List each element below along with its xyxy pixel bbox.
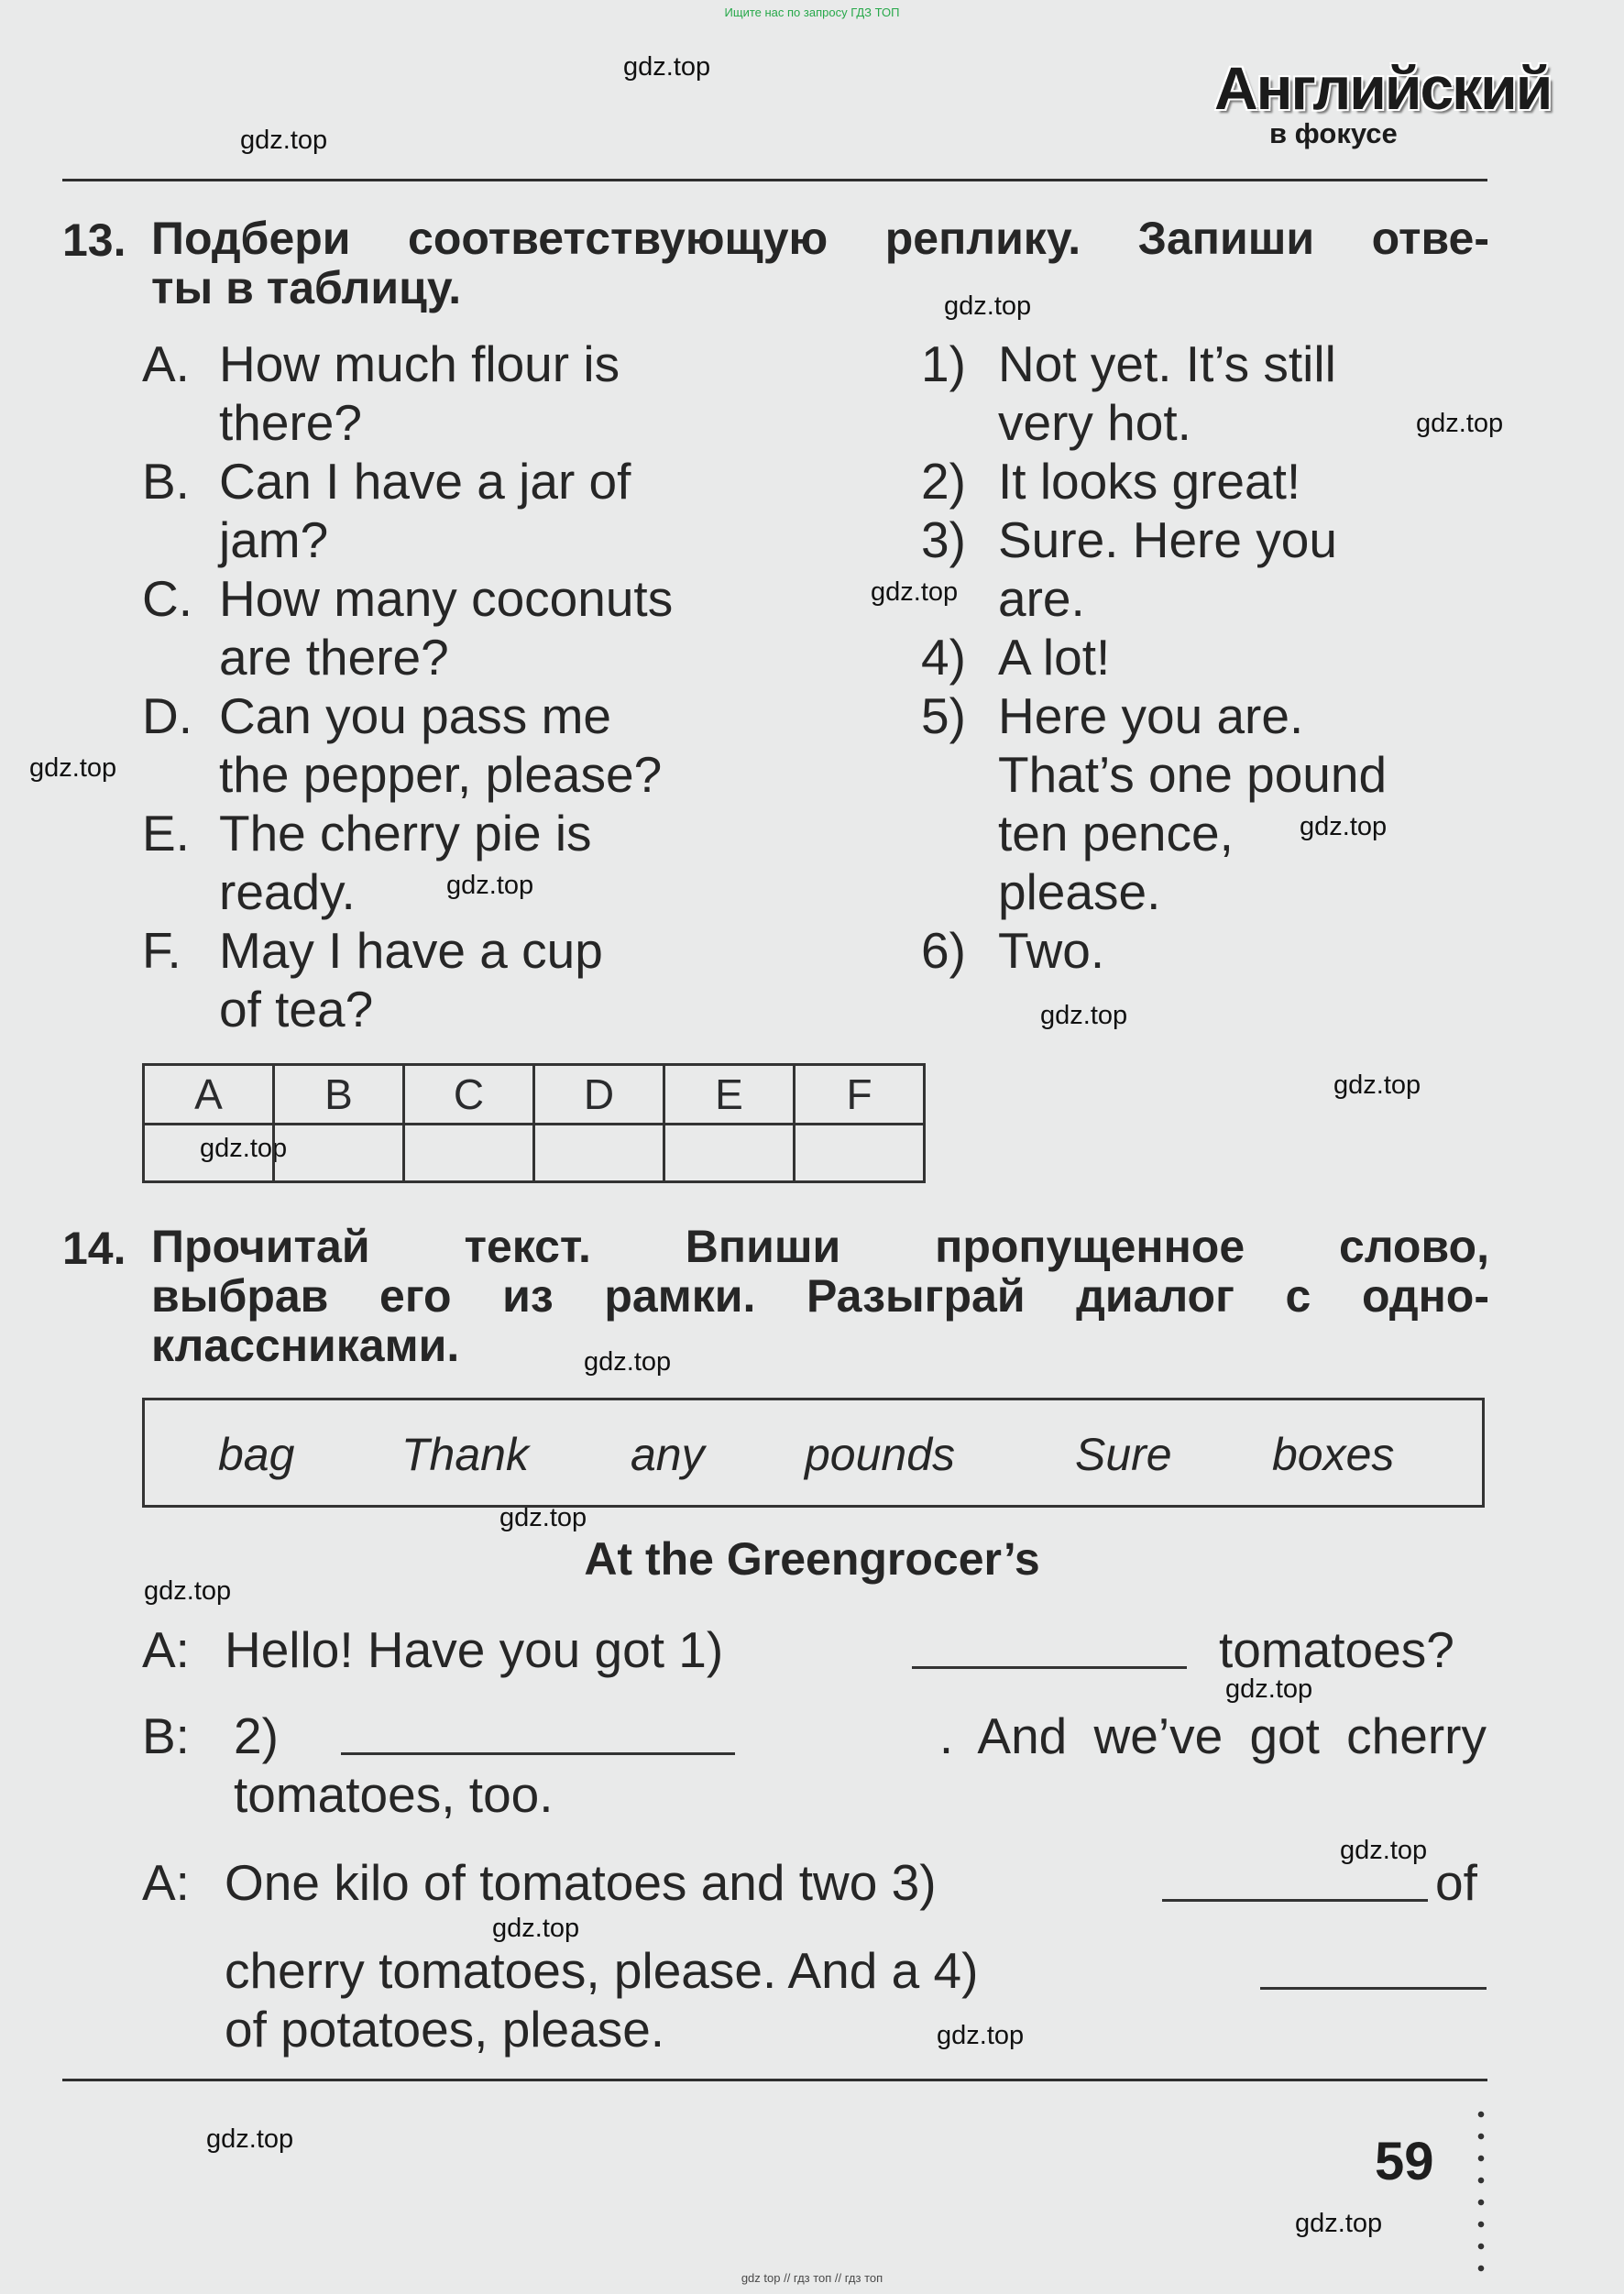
logo-subtitle: в фокусе <box>1269 117 1398 149</box>
watermark: gdz.top <box>1300 812 1388 841</box>
task13-instruction <box>151 214 1489 313</box>
table-answer-cell[interactable] <box>534 1125 664 1182</box>
bottom-search-note: gdz top // гдз топ // гдз топ <box>741 2271 883 2285</box>
question-text: The cherry pie is <box>219 805 592 862</box>
task14-instruction <box>151 1222 1489 1370</box>
question-text: May I have a cup <box>219 922 603 979</box>
answer-blank-1[interactable] <box>912 1666 1187 1669</box>
task14-number: 14. <box>62 1223 126 1274</box>
answer-table <box>142 1063 926 1183</box>
header-divider <box>62 179 1487 181</box>
question-letter: E. <box>142 805 190 862</box>
table-answer-cell[interactable] <box>795 1125 925 1182</box>
watermark: gdz.top <box>1040 1001 1128 1030</box>
watermark: gdz.top <box>144 1576 232 1606</box>
watermark: gdz.top <box>1416 409 1504 438</box>
task14-instruction-line1: Прочитай текст. Впиши пропущенное слово, <box>151 1221 1489 1272</box>
question-text: there? <box>219 394 362 451</box>
table-answer-cell[interactable] <box>404 1125 534 1182</box>
dotted-edge <box>1477 2103 1485 2282</box>
answer-text: Two. <box>998 922 1105 979</box>
answer-number: 1) <box>921 335 966 392</box>
watermark: gdz.top <box>944 291 1032 321</box>
dialogue-title: At the Greengrocer’s <box>584 1533 1040 1585</box>
question-letter: C. <box>142 570 192 627</box>
answer-text: That’s one pound <box>998 746 1388 803</box>
table-header-cell: E <box>664 1065 795 1125</box>
table-header-cell: D <box>534 1065 664 1125</box>
question-text: Can you pass me <box>219 687 611 744</box>
word-bank <box>142 1398 1485 1508</box>
table-header-cell: A <box>144 1065 274 1125</box>
task13-instruction-line2: ты в таблицу. <box>151 262 462 313</box>
table-answer-cell[interactable] <box>664 1125 795 1182</box>
answer-text: Not yet. It’s still <box>998 335 1336 392</box>
watermark: gdz.top <box>1333 1070 1421 1100</box>
answer-number: 2) <box>921 453 966 510</box>
answer-text: ten pence, <box>998 805 1234 862</box>
question-text: ready. <box>219 863 356 920</box>
watermark: gdz.top <box>206 2124 294 2154</box>
word-bank-item: Thank <box>401 1429 529 1480</box>
answer-text: are. <box>998 570 1085 627</box>
question-list <box>142 335 967 1040</box>
dialogue-speaker: A: <box>142 1621 190 1678</box>
top-search-note: Ищите нас по запросу ГДЗ ТОП <box>724 5 900 19</box>
question-text: are there? <box>219 629 449 686</box>
dialogue-text: 2) <box>234 1707 279 1764</box>
question-text: How many coconuts <box>219 570 674 627</box>
watermark: gdz.top <box>492 1914 580 1943</box>
watermark: gdz.top <box>623 52 711 82</box>
answer-number: 6) <box>921 922 966 979</box>
dialogue-speaker: A: <box>142 1854 190 1911</box>
dialogue-text: Hello! Have you got 1) <box>225 1621 724 1678</box>
watermark: gdz.top <box>29 753 117 783</box>
table-header-cell: B <box>274 1065 404 1125</box>
watermark: gdz.top <box>584 1347 672 1377</box>
watermark: gdz.top <box>1295 2209 1383 2238</box>
table-header-cell: C <box>404 1065 534 1125</box>
word-bank-item: any <box>631 1429 705 1480</box>
dialogue-text: tomatoes? <box>1219 1621 1454 1678</box>
watermark: gdz.top <box>1340 1836 1428 1865</box>
watermark: gdz.top <box>499 1503 587 1532</box>
watermark: gdz.top <box>200 1134 288 1163</box>
task14-instruction-line3: классниками. <box>151 1320 460 1371</box>
question-text: of tea? <box>219 981 374 1037</box>
question-letter: A. <box>142 335 190 392</box>
watermark: gdz.top <box>240 126 328 155</box>
question-text: Can I have a jar of <box>219 453 631 510</box>
dialogue-text: One kilo of tomatoes and two 3) <box>225 1854 937 1911</box>
page-number: 59 <box>1375 2132 1434 2191</box>
dialogue-speaker: B: <box>142 1707 190 1764</box>
dialogue-text: of potatoes, please. <box>225 2001 665 2058</box>
dialogue-text: tomatoes, too. <box>234 1766 554 1823</box>
answer-text: Here you are. <box>998 687 1304 744</box>
word-bank-item: boxes <box>1272 1429 1395 1480</box>
word-bank-item: Sure <box>1075 1429 1172 1480</box>
word-bank-item: pounds <box>805 1429 956 1480</box>
answer-number: 4) <box>921 629 966 686</box>
answer-number: 5) <box>921 687 966 744</box>
question-text: the pepper, please? <box>219 746 663 803</box>
question-letter: D. <box>142 687 192 744</box>
logo-title: Английский <box>1214 54 1552 122</box>
table-answer-cell[interactable] <box>144 1125 274 1182</box>
task14-instruction-line2: выбрав его из рамки. Разыграй диалог с одно- <box>151 1270 1489 1322</box>
task13-number: 13. <box>62 214 126 266</box>
watermark: gdz.top <box>1225 1674 1313 1704</box>
task13-instruction-line1: Подбери соответствующую реплику. Запиши отве- <box>151 213 1489 264</box>
dialogue-text: . And we’ve got cherry <box>938 1707 1487 1764</box>
watermark: gdz.top <box>446 871 534 900</box>
table-answer-cell[interactable] <box>274 1125 404 1182</box>
answer-text: It looks great! <box>998 453 1301 510</box>
answer-blank-2[interactable] <box>341 1752 735 1755</box>
question-text: jam? <box>219 511 329 568</box>
answer-list <box>921 335 1489 1040</box>
watermark: gdz.top <box>937 2021 1025 2050</box>
dialogue-text: of <box>1435 1854 1477 1911</box>
table-header-cell: F <box>795 1065 925 1125</box>
answer-blank-4[interactable] <box>1260 1987 1487 1990</box>
answer-text: please. <box>998 863 1161 920</box>
question-letter: F. <box>142 922 181 979</box>
word-bank-item: bag <box>218 1429 295 1480</box>
answer-number: 3) <box>921 511 966 568</box>
dialogue-text: cherry tomatoes, please. And a 4) <box>225 1942 979 1999</box>
answer-blank-3[interactable] <box>1162 1899 1428 1902</box>
answer-text: A lot! <box>998 629 1111 686</box>
footer-divider <box>62 2079 1487 2081</box>
answer-text: very hot. <box>998 394 1191 451</box>
watermark: gdz.top <box>871 577 959 607</box>
question-text: How much flour is <box>219 335 620 392</box>
question-letter: B. <box>142 453 190 510</box>
answer-text: Sure. Here you <box>998 511 1337 568</box>
